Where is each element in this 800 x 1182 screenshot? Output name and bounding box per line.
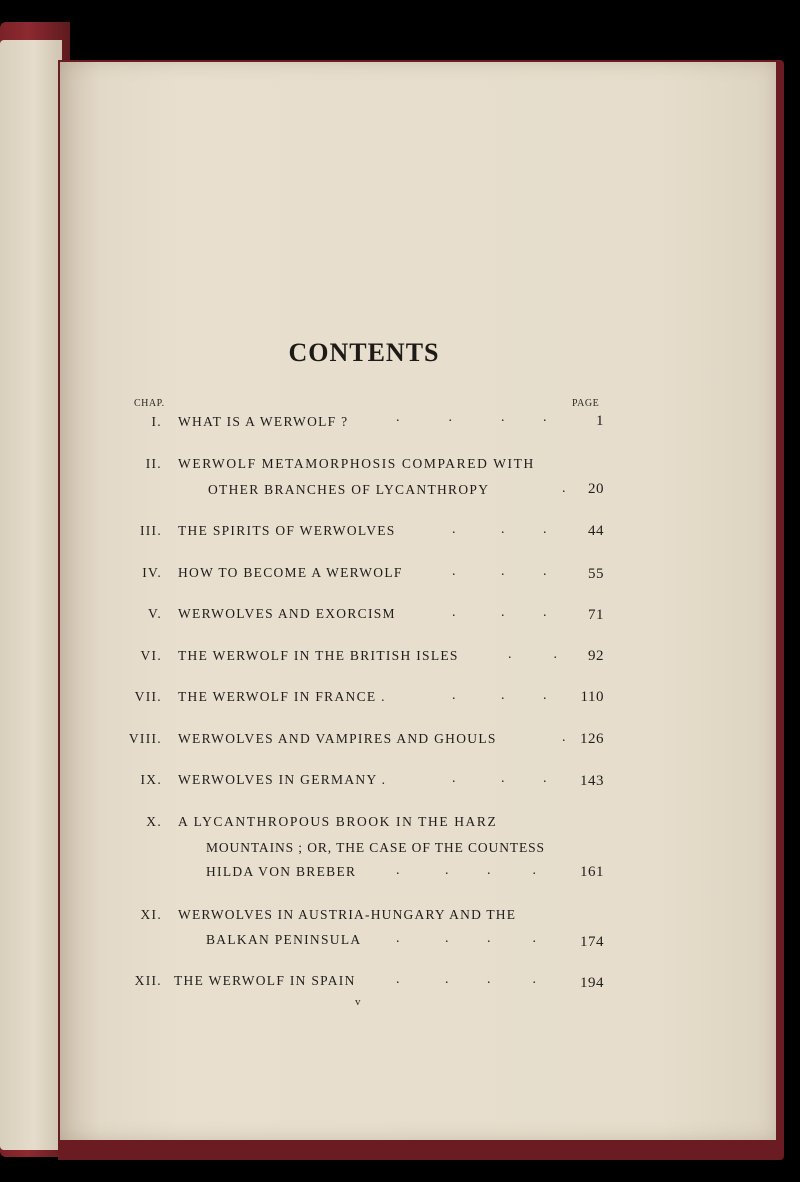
chapter-title-line: WERWOLF METAMORPHOSIS COMPARED WITH (178, 456, 535, 471)
chapter-number: IV. (142, 565, 162, 580)
chapter-title: THE WERWOLF IN FRANCE . (178, 689, 386, 704)
page-number: 1 (596, 413, 604, 429)
leader-dots: . . . (452, 564, 547, 579)
chapter-title: THE WERWOLF IN THE BRITISH ISLES (178, 648, 459, 663)
page-number: 194 (580, 975, 604, 991)
chapter-number: III. (139, 523, 162, 538)
leader-dots: . . (508, 647, 557, 662)
leader-dots: . . . . (396, 410, 547, 425)
page-number: 174 (580, 934, 604, 950)
folio: v (355, 996, 361, 1008)
chapter-number: V. (148, 606, 162, 621)
chapter-number: VIII. (128, 731, 162, 746)
chapter-title: WERWOLVES AND VAMPIRES AND GHOULS (178, 731, 497, 746)
chapter-title: WERWOLVES IN GERMANY . (178, 772, 387, 787)
chap-header: CHAP. (134, 398, 165, 409)
chapter-title-line: BALKAN PENINSULA (206, 932, 362, 947)
leader-dots: . . . . (396, 972, 536, 987)
page-number: 71 (588, 607, 604, 623)
leader-dots: . . . (452, 605, 547, 620)
leader-dots: . . . (452, 688, 547, 703)
chapter-title: THE SPIRITS OF WERWOLVES (178, 523, 396, 538)
page-number: 20 (588, 481, 604, 497)
chapter-title: THE WERWOLF IN SPAIN (174, 973, 356, 988)
leader-dots: . (562, 730, 566, 745)
chapter-title-line: OTHER BRANCHES OF LYCANTHROPY (208, 482, 490, 497)
chapter-number: II. (145, 456, 162, 471)
leader-dots: . (562, 481, 566, 496)
chapter-title: WHAT IS A WERWOLF ? (178, 414, 349, 429)
leader-dots: . . . . (396, 931, 536, 946)
page-number: 126 (580, 731, 604, 747)
chapter-number: I. (151, 414, 162, 429)
leader-dots: . . . (452, 771, 547, 786)
page-number: 110 (580, 689, 604, 705)
chapter-number: IX. (140, 772, 162, 787)
chapter-title: WERWOLVES AND EXORCISM (178, 606, 396, 621)
chapter-title-line: MOUNTAINS ; OR, THE CASE OF THE COUNTESS (206, 840, 545, 855)
chapter-title: HOW TO BECOME A WERWOLF (178, 565, 403, 580)
chapter-title-line: A LYCANTHROPOUS BROOK IN THE HARZ (178, 814, 498, 829)
page-title: CONTENTS (288, 338, 440, 367)
chapter-title-line: HILDA VON BREBER (206, 864, 357, 879)
chapter-title-line: WERWOLVES IN AUSTRIA-HUNGARY AND THE (178, 907, 517, 922)
chapter-number: XI. (140, 907, 162, 922)
page-number: 55 (588, 566, 604, 582)
page-number: 143 (580, 773, 604, 789)
page-number: 92 (588, 648, 604, 664)
chapter-number: VI. (140, 648, 162, 663)
page-number: 44 (588, 523, 604, 539)
chapter-number: XII. (134, 973, 162, 988)
leader-dots: . . . (452, 522, 547, 537)
page-number: 161 (580, 864, 604, 880)
left-page-edge (0, 40, 62, 1150)
page-header: PAGE (572, 398, 600, 409)
chapter-number: VII. (134, 689, 162, 704)
leader-dots: . . . . (396, 863, 536, 878)
chapter-number: X. (146, 814, 162, 829)
